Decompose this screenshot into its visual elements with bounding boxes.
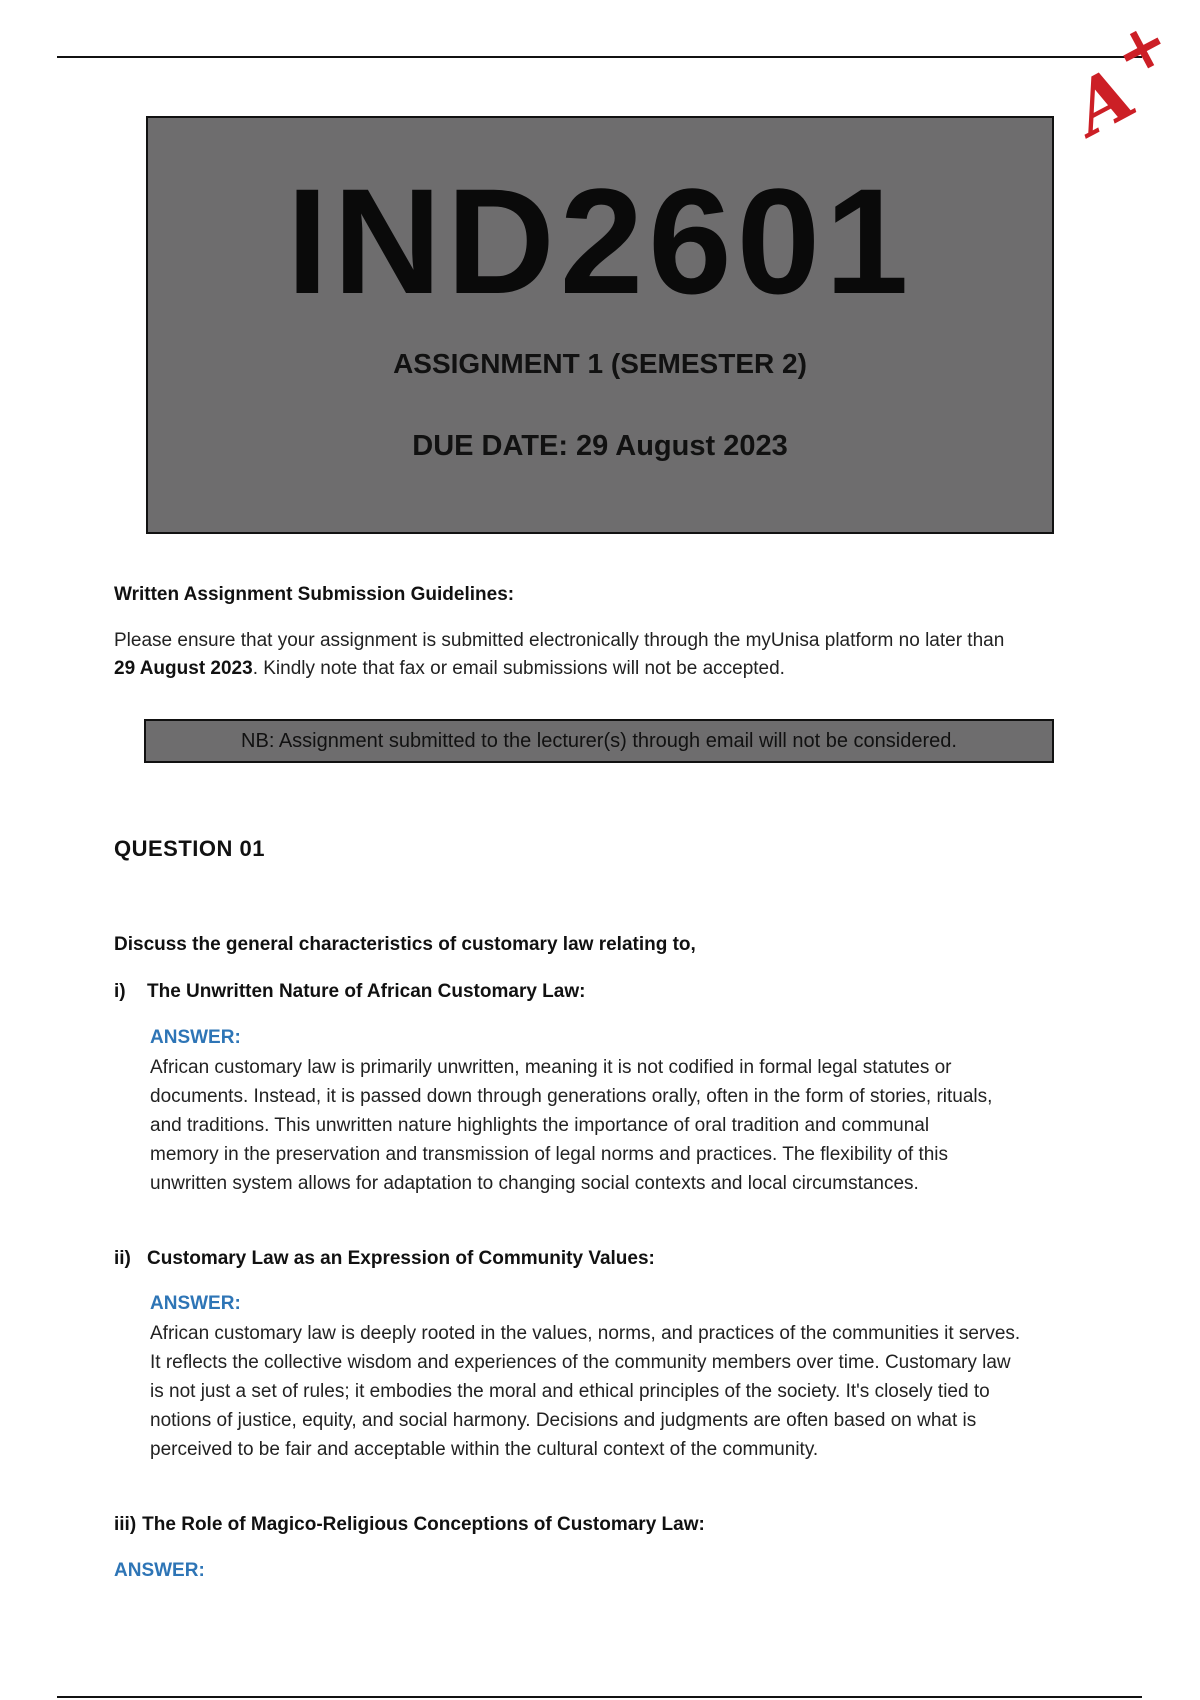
subquestion-number: ii) — [114, 1248, 131, 1269]
subquestion-3 — [114, 1514, 705, 1537]
subquestion-number: i) — [114, 981, 126, 1002]
guidelines-deadline: 29 August 2023 — [114, 658, 253, 679]
answer-line: and traditions. This unwritten nature highlights the importance of oral tradition and communal — [150, 1115, 930, 1136]
answer-line: notions of justice, equity, and social harmony. Decisions and judgments are often based on what is — [150, 1410, 977, 1431]
question-prompt: Discuss the general characteristics of customary law relating to, — [114, 934, 696, 955]
due-date: DUE DATE: 29 August 2023 — [412, 430, 788, 462]
answer-label: ANSWER: — [114, 1560, 205, 1581]
answer-line: It reflects the collective wisdom and experiences of the community members over time. Customary law — [150, 1352, 1011, 1373]
guidelines-text-before: Please ensure that your assignment is submitted electronically through the myUnisa platform no later than — [114, 630, 1005, 651]
guidelines-text — [114, 627, 1089, 683]
subquestion-2 — [114, 1248, 655, 1271]
answer-label: ANSWER: — [150, 1027, 241, 1048]
top-rule — [57, 56, 1142, 58]
answer-line: documents. Instead, it is passed down through generations orally, often in the form of stories, rituals, — [150, 1086, 993, 1107]
answer-line: perceived to be fair and acceptable within the cultural context of the community. — [150, 1439, 819, 1460]
grade-stamp-plus: + — [1101, 3, 1182, 93]
subquestion-title: The Unwritten Nature of African Customary Law: — [147, 981, 586, 1002]
question-heading: QUESTION 01 — [114, 836, 265, 861]
answer-line: is not just a set of rules; it embodies the moral and ethical principles of the society. It's closely tied to — [150, 1381, 990, 1402]
answer-line: unwritten system allows for adaptation to changing social contexts and local circumstances. — [150, 1173, 919, 1194]
grade-stamp — [1039, 0, 1200, 171]
answer-line: African customary law is primarily unwritten, meaning it is not codified in formal legal statutes or — [150, 1057, 952, 1078]
subquestion-number: iii) — [114, 1514, 137, 1535]
subquestion-1 — [114, 981, 585, 1004]
subquestion-title: The Role of Magico-Religious Conceptions of Customary Law: — [142, 1514, 705, 1535]
notice-box: NB: Assignment submitted to the lecturer(s) through email will not be considered. — [144, 719, 1054, 763]
answer-text-1 — [150, 1053, 1095, 1198]
subquestion-title: Customary Law as an Expression of Community Values: — [147, 1248, 655, 1269]
bottom-rule — [57, 1696, 1142, 1698]
guidelines-text-after: . Kindly note that fax or email submissions will not be accepted. — [252, 658, 785, 679]
guidelines-heading: Written Assignment Submission Guidelines: — [114, 584, 515, 605]
grade-stamp-letter: A — [1058, 49, 1149, 152]
answer-text-2 — [150, 1319, 1095, 1464]
answer-line: African customary law is deeply rooted in the values, norms, and practices of the communities it serves. — [150, 1323, 1021, 1344]
assignment-title: ASSIGNMENT 1 (SEMESTER 2) — [393, 348, 807, 379]
course-code: IND2601 — [286, 157, 914, 325]
answer-label: ANSWER: — [150, 1293, 241, 1314]
answer-line: memory in the preservation and transmission of legal norms and practices. The flexibility of this — [150, 1144, 949, 1165]
